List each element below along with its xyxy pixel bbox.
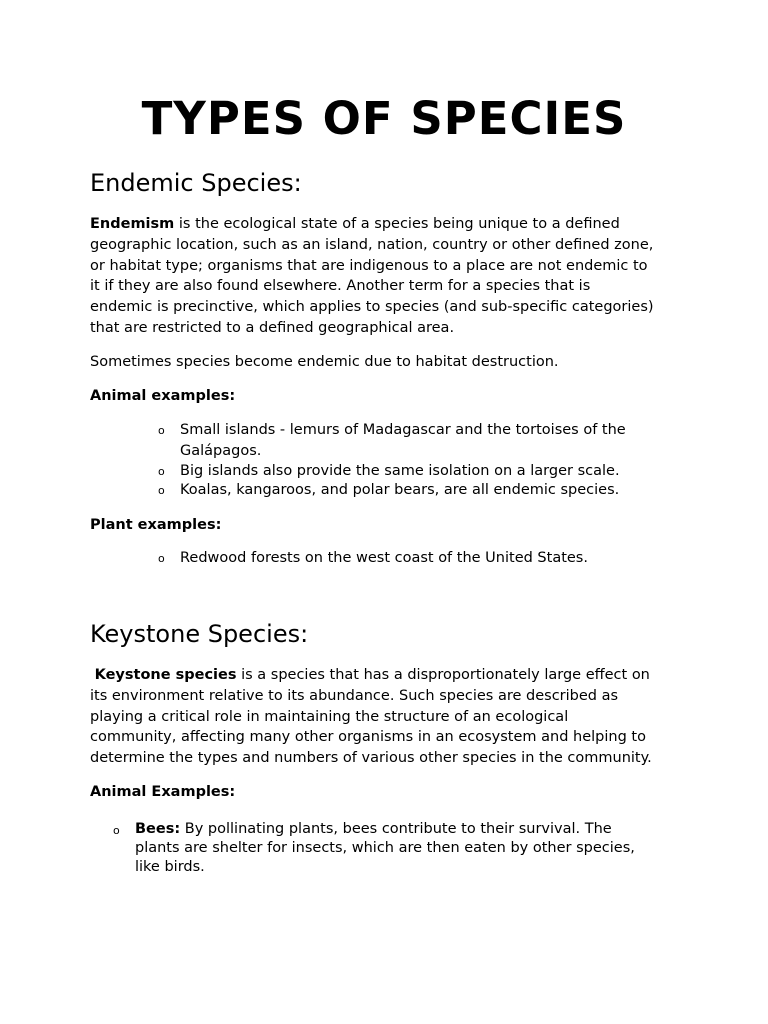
- endemic-intro-line: is the ecological state of a species being unique to a defined: [174, 216, 620, 232]
- keystone-intro-line: its environment relative to its abundance. Such species are described as: [90, 687, 619, 704]
- list-item-line: Small islands - lemurs of Madagascar and the tortoises of the: [180, 422, 626, 438]
- page-title: TYPES OF SPECIES: [141, 92, 627, 145]
- endemic-note: Sometimes species become endemic due to habitat destruction.: [90, 354, 559, 370]
- list-item-line: Koalas, kangaroos, and polar bears, are all endemic species.: [180, 482, 620, 498]
- endemic-plant-heading: Plant examples:: [90, 517, 222, 533]
- endemic-intro-line: geographic location, such as an island, nation, country or other defined zone,: [90, 236, 654, 253]
- bullet-icon: o: [158, 465, 165, 478]
- list-item-line: like birds.: [135, 859, 205, 875]
- endemic-animal-heading: Animal examples:: [90, 388, 236, 404]
- keystone-intro-line: determine the types and numbers of various other species in the community.: [90, 750, 652, 767]
- list-item-line: Galápagos.: [180, 442, 262, 459]
- endemic-intro-line: it if they are also found elsewhere. Another term for a species that is: [90, 278, 591, 295]
- keystone-animal-heading: Animal Examples:: [90, 784, 236, 800]
- keystone-heading: Keystone Species:: [90, 620, 309, 648]
- keystone-intro-line: playing a critical role in maintaining the structure of an ecological: [90, 708, 569, 725]
- list-item: [180, 420, 680, 461]
- bullet-icon: o: [158, 484, 165, 497]
- keystone-intro-paragraph: [90, 665, 700, 769]
- endemic-intro-term: Endemism: [90, 216, 175, 232]
- keystone-item-term: Bees:: [135, 821, 181, 837]
- list-item: [180, 461, 680, 482]
- list-item-line: plants are shelter for insects, which are then eaten by other species,: [135, 840, 635, 856]
- keystone-intro-term: Keystone species: [94, 667, 237, 683]
- endemic-intro-line: that are restricted to a defined geographical area.: [90, 319, 455, 336]
- list-item-line: Redwood forests on the west coast of the United States.: [180, 550, 588, 566]
- endemic-intro-line: or habitat type; organisms that are indigenous to a place are not endemic to: [90, 257, 648, 274]
- keystone-intro-line: community, affecting many other organisms in an ecosystem and helping to: [90, 729, 646, 746]
- endemic-heading: Endemic Species:: [90, 169, 302, 197]
- list-item: [180, 480, 680, 501]
- bullet-icon: o: [158, 552, 165, 565]
- list-item-line: By pollinating plants, bees contribute to their survival. The: [180, 821, 612, 837]
- list-item: [180, 548, 680, 569]
- bullet-icon: o: [113, 824, 120, 837]
- endemic-intro-line: endemic is precinctive, which applies to species (and sub-specific categories): [90, 299, 654, 316]
- bullet-icon: o: [158, 424, 165, 437]
- keystone-intro-line: is a species that has a disproportionately large effect on: [236, 667, 650, 683]
- list-item-line: Big islands also provide the same isolation on a larger scale.: [180, 463, 620, 479]
- list-item: [135, 820, 675, 877]
- endemic-intro-paragraph: [90, 214, 690, 339]
